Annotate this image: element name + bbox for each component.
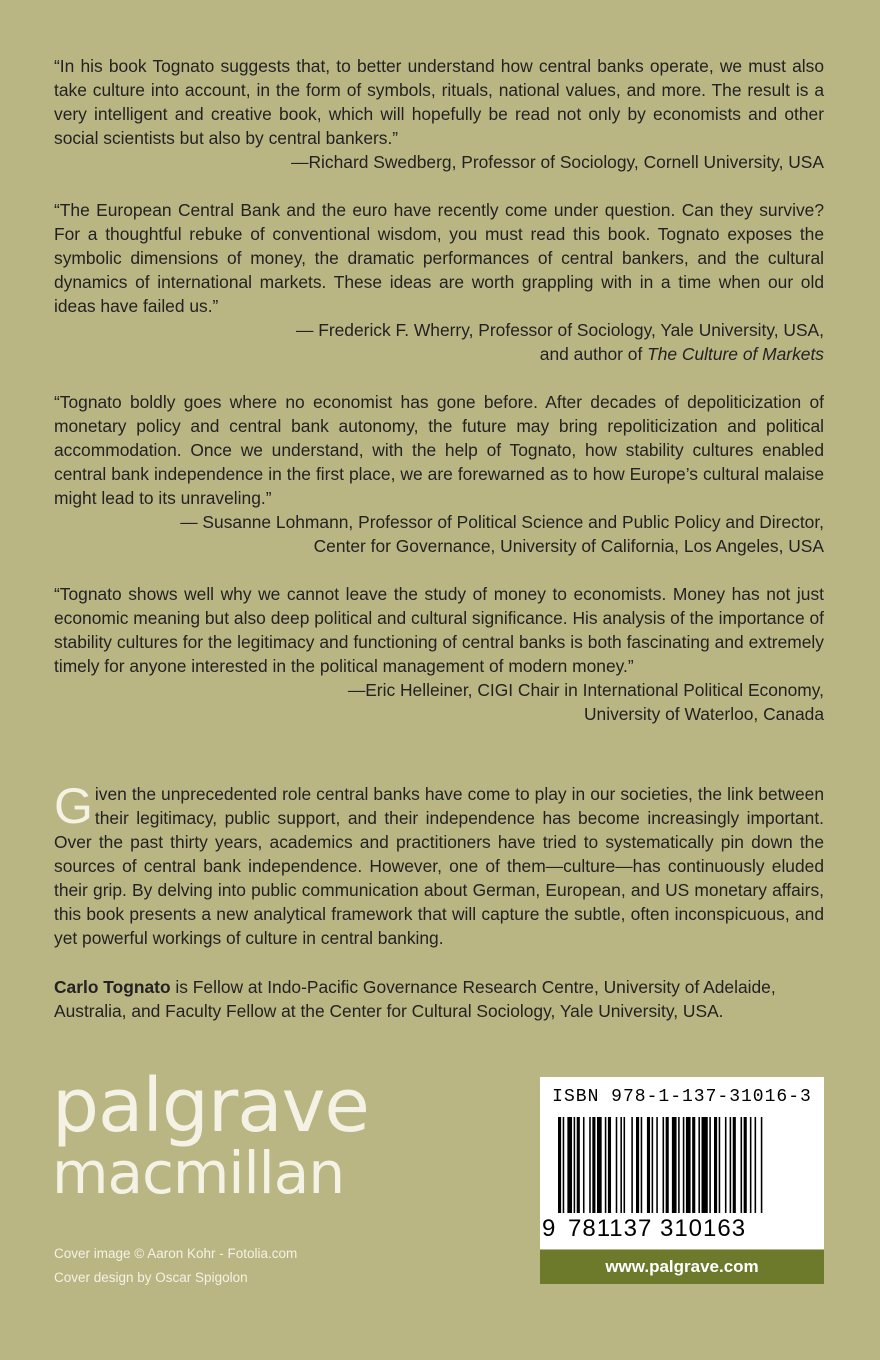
barcode-bar [563,1117,565,1213]
attribution-line: —Eric Helleiner, CIGI Chair in International Political Economy, [347,680,824,700]
barcode-bars [556,1117,808,1217]
endorsement-attribution [54,678,824,726]
barcode-bar [744,1117,747,1213]
barcode-bar [663,1117,665,1213]
endorsement-lohmann [54,390,824,558]
barcode-bar [605,1117,607,1213]
barcode-bar [620,1117,622,1213]
barcode-bar [719,1117,721,1213]
barcode-bar [725,1117,727,1213]
attribution-line: —Richard Swedberg, Professor of Sociology, Cornell University, USA [291,152,824,172]
barcode-bar [567,1117,572,1213]
barcode-bar [592,1117,595,1213]
publisher-url[interactable]: www.palgrave.com [540,1250,824,1284]
barcode-bar [558,1117,561,1213]
credits [54,1242,454,1290]
attribution-prefix: and author of [539,344,648,364]
attribution-line [54,342,824,366]
attribution-line: Center for Governance, University of California, Los Angeles, USA [313,536,824,556]
barcode-bar [616,1117,618,1213]
barcode-bar [636,1117,639,1213]
book-description [54,778,824,950]
barcode-bar [631,1117,633,1213]
endorsement-quote: “Tognato shows well why we cannot leave the study of money to economists. Money has not just economic meaning but also deep political and cultural significance. His analysis of the importance of stability cultures for the legitimacy and functioning of central banks is both fascinating and extremely timely for anyone interested in the political management of modern money.” [54,584,824,676]
barcode-bar [692,1117,695,1213]
logo-palgrave: palgrave [52,1063,369,1149]
barcode-bar [709,1117,711,1213]
barcode-bar [647,1117,650,1213]
barcode-bar [683,1117,685,1213]
barcode-bar [714,1117,717,1213]
ean-remaining-digits: 781137 310163 [568,1215,747,1242]
attribution-line: University of Waterloo, Canada [583,704,824,724]
isbn-barcode [540,1077,824,1249]
barcode-bar [702,1117,708,1213]
barcode-bar [597,1117,602,1213]
barcode-bar [741,1117,743,1213]
endorsements [54,54,824,750]
endorsement-quote: “Tognato boldly goes where no economist has gone before. After decades of depoliticization of monetary policy and central bank autonomy, the future may bring repoliticization and political accommodation. Once we understand, with the help of Tognato, how stability cultures enabled central bank independence in the first place, we are forewarned as to how Europe’s cultural malaise might lead to its unraveling.” [54,392,824,508]
book-title: The Culture of Markets [647,344,824,364]
drop-cap: G [54,778,93,834]
endorsement-attribution [54,510,824,558]
endorsement-wherry [54,198,824,366]
author-name: Carlo Tognato [54,977,171,997]
cover-design-credit: Cover design by Oscar Spigolon [54,1270,248,1285]
description-text: iven the unprecedented role central banks have come to play in our societies, the link between their legitimacy, public support, and their independence has become increasingly important. Over the past thirty years, academics and practitioners have tried to systematically pin down the sources of central bank independence. However, one of them—culture—has continuously eluded their grip. By delving into public communication about German, European, and US monetary affairs, this book presents a new analytical framework that will capture the subtle, often inconspicuous, and yet powerful workings of culture in central banking. [54,784,824,948]
ean-first-digit: 9 [542,1215,556,1242]
barcode-bar [574,1117,576,1213]
author-bio [54,975,824,1023]
barcode-bar [698,1117,700,1213]
cover-image-credit: Cover image © Aaron Kohr - Fotolia.com [54,1246,298,1261]
barcode-bar [608,1117,611,1213]
endorsement-helleiner [54,582,824,726]
barcode-bar [666,1117,669,1213]
barcode-bar [641,1117,643,1213]
barcode-bar [755,1117,757,1213]
author-bio-text: is Fellow at Indo-Pacific Governance Research Centre, University of Adelaide, Australia, and Faculty Fellow at the Center for Cultural Sociology, Yale University, USA. [54,977,776,1021]
endorsement-swedberg [54,54,824,174]
ean-digits [540,1215,824,1245]
barcode-bar [678,1117,680,1213]
barcode-bar [750,1117,752,1213]
barcode-bar [583,1117,585,1213]
barcode-bar [652,1117,654,1213]
logo-macmillan: macmillan [52,1139,345,1207]
barcode-bar [761,1117,763,1213]
endorsement-attribution [54,150,824,174]
barcode-bar [656,1117,658,1213]
barcode-bar [624,1117,626,1213]
endorsement-quote: “In his book Tognato suggests that, to better understand how central banks operate, we must also take culture into account, in the form of symbols, rituals, national values, and more. The result is a very intelligent and creative book, which will hopefully be read not only by economists and other social scientists but also by central bankers.” [54,56,824,148]
barcode-bar [733,1117,736,1213]
publisher-logo [52,1063,372,1207]
barcode-bar [577,1117,580,1213]
attribution-line: — Frederick F. Wherry, Professor of Sociology, Yale University, USA, [296,320,824,340]
endorsement-attribution [54,318,824,366]
barcode-bar [589,1117,591,1213]
isbn-label: ISBN 978-1-137-31016-3 [552,1087,812,1107]
barcode-bar [730,1117,732,1213]
barcode-bar [686,1117,691,1213]
endorsement-quote: “The European Central Bank and the euro have recently come under question. Can they survive? For a thoughtful rebuke of conventional wisdom, you must read this book. Tognato exposes the symbolic dimensions of money, the dramatic performances of central bankers, and the cultural dynamics of international markets. These ideas are worth grappling with in a time when our old ideas have failed us.” [54,200,824,316]
barcode-bar [672,1117,677,1213]
attribution-line: — Susanne Lohmann, Professor of Political Science and Public Policy and Director, [180,512,824,532]
